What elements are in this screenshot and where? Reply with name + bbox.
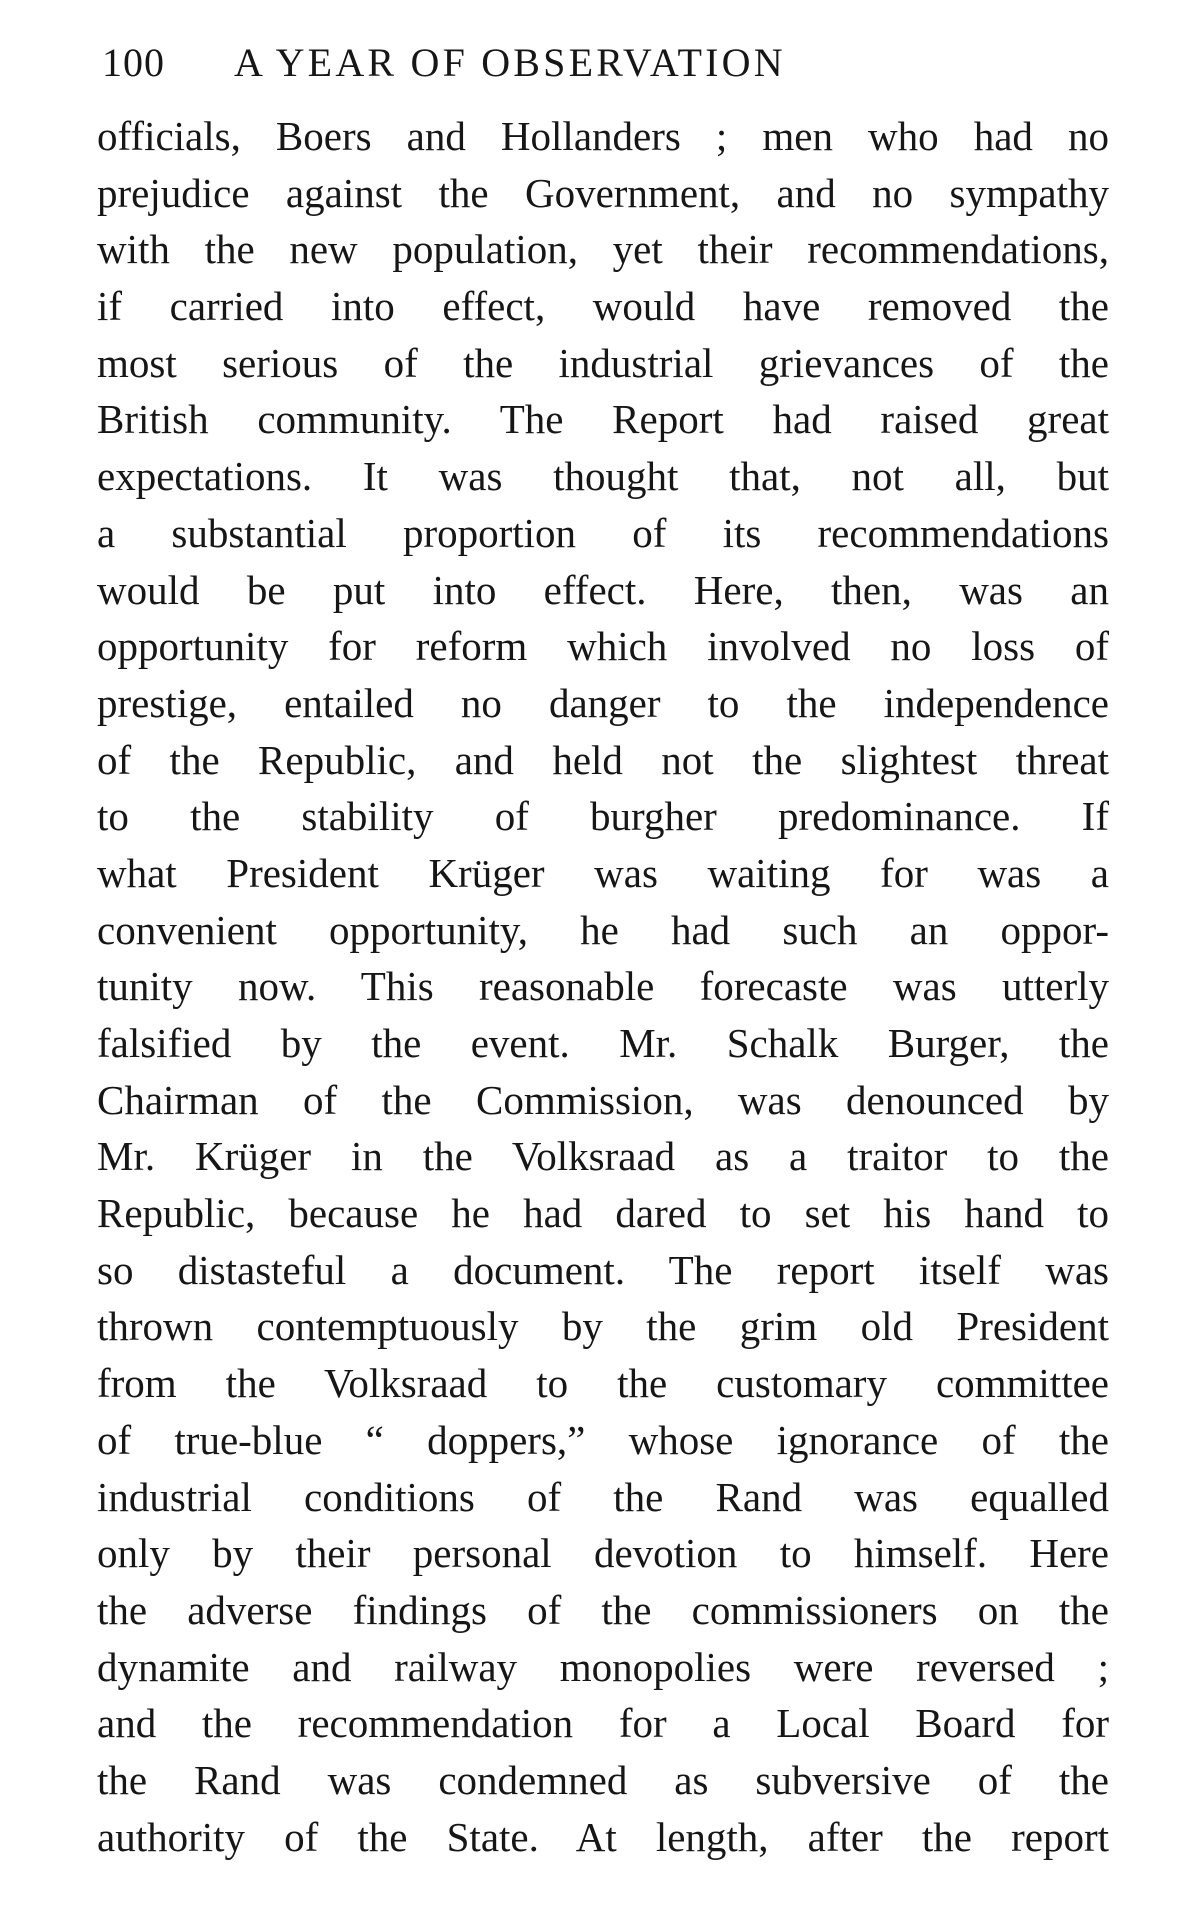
text-line: convenient opportunity, he had such an oppor- (97, 906, 1109, 953)
text-line: of true-blue “ doppers,” whose ignorance of the (97, 1416, 1109, 1463)
text-line: tunity now. This reasonable forecaste was utterly (97, 963, 1109, 1010)
text-line: the Rand was condemned as subversive of the (97, 1756, 1109, 1803)
text-line: dynamite and railway monopolies were reversed ; (97, 1643, 1109, 1690)
page-number: 100 (102, 40, 165, 85)
text-line: from the Volksraad to the customary committee (97, 1360, 1109, 1407)
text-line: British community. The Report had raised great (97, 396, 1109, 443)
text-line: Chairman of the Commission, was denounced by (97, 1076, 1109, 1123)
text-line: what President Krüger was waiting for was a (97, 849, 1109, 896)
body-text (97, 108, 1109, 1865)
text-line: industrial conditions of the Rand was equalled (97, 1473, 1109, 1520)
text-line: of the Republic, and held not the slightest threat (97, 736, 1109, 783)
running-title: A YEAR OF OBSERVATION (234, 40, 786, 85)
text-line: Republic, because he had dared to set his hand to (97, 1190, 1109, 1237)
text-line: with the new population, yet their recommendations, (97, 226, 1109, 273)
text-line: officials, Boers and Hollanders ; men who had no (97, 113, 1109, 159)
text-line: prestige, entailed no danger to the independence (97, 679, 1109, 726)
text-line: prejudice against the Government, and no sympathy (97, 169, 1109, 216)
text-line: so distasteful a document. The report itself was (97, 1246, 1109, 1293)
text-line: authority of the State. At length, after the report (97, 1813, 1109, 1860)
text-line: Mr. Krüger in the Volksraad as a traitor to the (97, 1133, 1109, 1180)
text-line: only by their personal devotion to himself. Here (97, 1530, 1109, 1577)
text-line: to the stability of burgher predominance. If (97, 793, 1109, 840)
text-line: expectations. It was thought that, not all, but (97, 453, 1109, 500)
text-line: would be put into effect. Here, then, was an (97, 566, 1109, 613)
text-line: if carried into effect, would have removed the (97, 283, 1109, 330)
text-line: and the recommendation for a Local Board for (97, 1700, 1109, 1747)
text-line: the adverse findings of the commissioners on the (97, 1586, 1109, 1633)
text-line: a substantial proportion of its recommendations (97, 509, 1109, 556)
running-head (102, 32, 786, 94)
text-line: opportunity for reform which involved no loss of (97, 623, 1109, 670)
text-line: thrown contemptuously by the grim old President (97, 1303, 1109, 1350)
text-line: falsified by the event. Mr. Schalk Burger, the (97, 1020, 1109, 1066)
text-line: most serious of the industrial grievances of the (97, 339, 1109, 386)
